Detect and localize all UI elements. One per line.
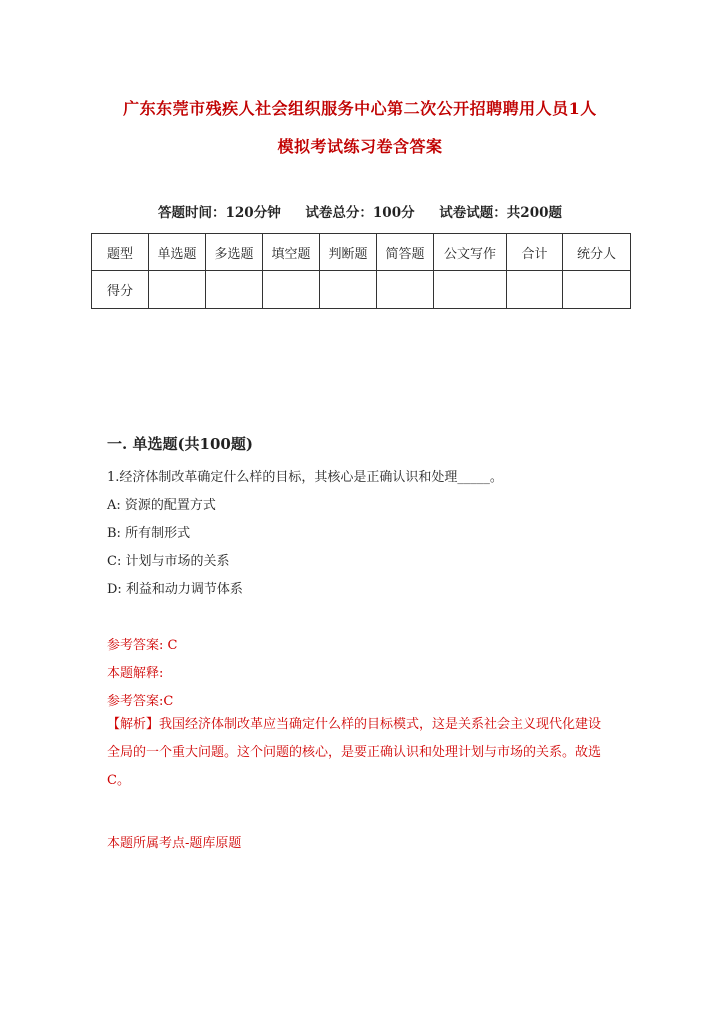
score-cell	[149, 271, 206, 309]
score-cell	[563, 271, 631, 309]
document-title-line-2: 模拟考试练习卷含答案	[277, 137, 443, 156]
option-d: D: 利益和动力调节体系	[107, 582, 243, 597]
header-cell: 合计	[507, 234, 563, 271]
option-a: A: 资源的配置方式	[107, 498, 216, 513]
header-cell: 简答题	[377, 234, 434, 271]
option-b: B: 所有制形式	[107, 526, 191, 541]
header-cell: 公文写作	[434, 234, 507, 271]
header-cell: 多选题	[206, 234, 263, 271]
exam-time: 答题时间：120分钟	[158, 205, 281, 221]
score-cell	[320, 271, 377, 309]
score-table-header-row	[92, 234, 631, 271]
exam-total-questions: 试卷试题：共200题	[439, 205, 562, 221]
score-cell	[434, 271, 507, 309]
header-cell: 统分人	[563, 234, 631, 271]
score-row-label: 得分	[92, 271, 149, 309]
score-cell	[377, 271, 434, 309]
exam-total-score: 试卷总分：100分	[305, 205, 415, 221]
analysis-text: 【解析】我国经济体制改革应当确定什么样的目标模式，这是关系社会主义现代化建设全局的一个重大问题。这个问题的核心，是要正确认识和处理计划与市场的关系。故选C。	[107, 717, 602, 788]
exam-meta	[0, 201, 720, 221]
question-stem: 1.经济体制改革确定什么样的目标，其核心是正确认识和处理_____。	[107, 470, 503, 485]
document-title-line-1: 广东东莞市残疾人社会组织服务中心第二次公开招聘聘用人员1人	[123, 99, 597, 118]
score-table-score-row	[92, 271, 631, 309]
score-cell	[263, 271, 320, 309]
score-cell	[507, 271, 563, 309]
header-cell: 题型	[92, 234, 149, 271]
option-c: C: 计划与市场的关系	[107, 554, 230, 569]
reference-answer-2: 参考答案:C	[107, 694, 174, 709]
score-table	[91, 233, 631, 309]
score-cell	[206, 271, 263, 309]
header-cell: 填空题	[263, 234, 320, 271]
header-cell: 判断题	[320, 234, 377, 271]
header-cell: 单选题	[149, 234, 206, 271]
question-source: 本题所属考点-题库原题	[107, 836, 242, 851]
reference-answer: 参考答案: C	[107, 638, 178, 653]
explanation-label: 本题解释:	[107, 666, 164, 681]
section-heading: 一. 单选题(共100题)	[107, 435, 253, 453]
